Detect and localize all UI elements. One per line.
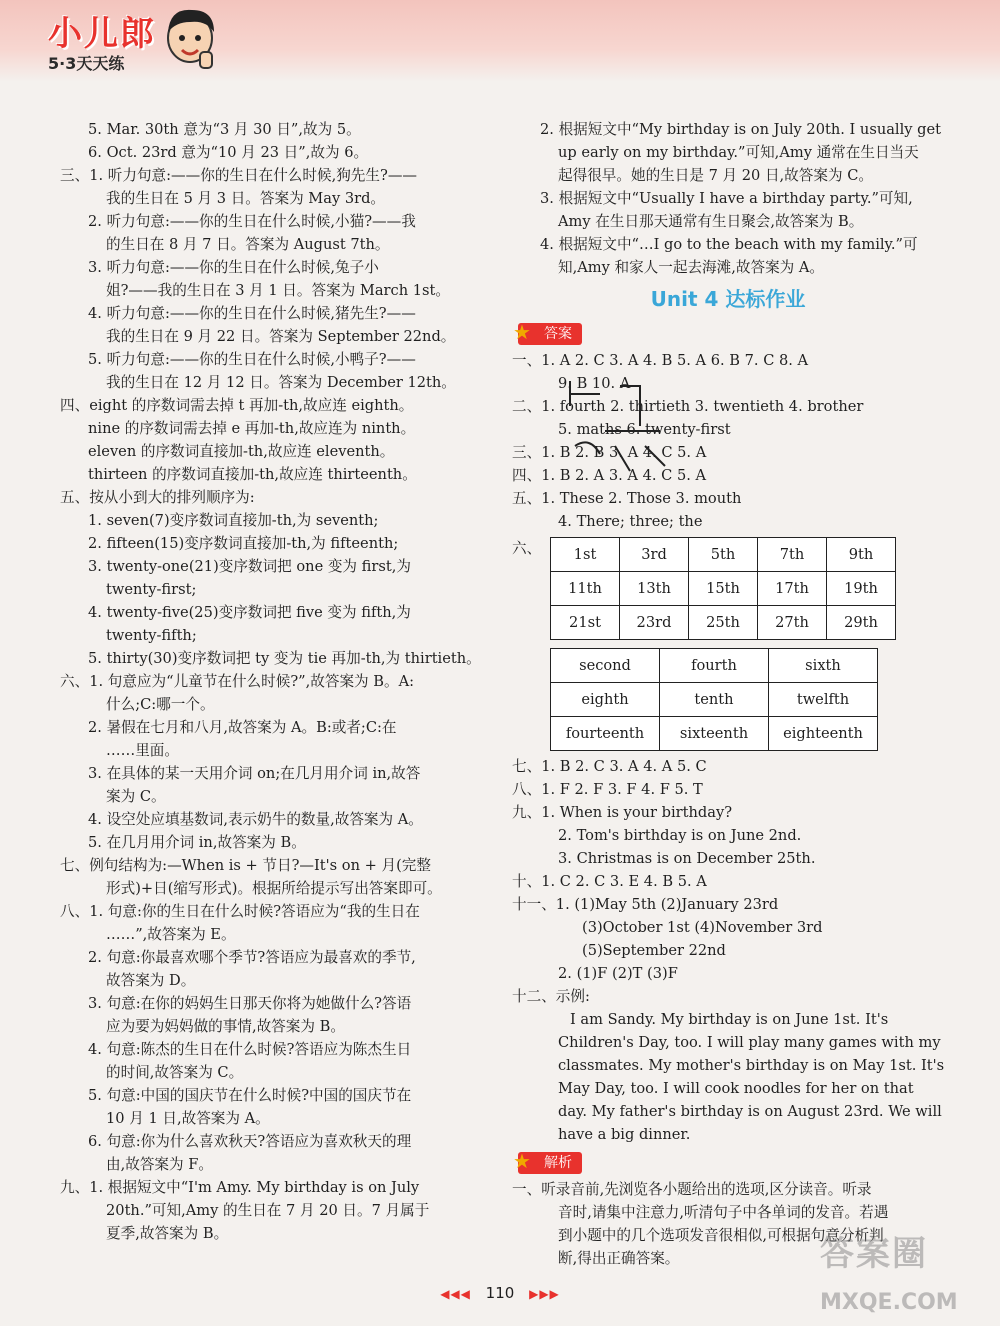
- answers-block-b: [512, 755, 944, 1146]
- text-line: 3. 在具体的某一天用介词 on;在几月用介词 in,故答: [88, 765, 421, 782]
- text-line: up early on my birthday.”可知,Amy 通常在生日当天: [558, 144, 919, 161]
- table-cell: 27th: [758, 606, 827, 640]
- text-line: twenty-fifth;: [106, 627, 197, 644]
- table-section: [512, 537, 944, 751]
- text-line: 九、1. 根据短文中“I'm Amy. My birthday is on July: [60, 1179, 420, 1196]
- table-cell: sixteenth: [660, 717, 769, 751]
- text-line: 七、例句结构为:—When is + 节日?—It's on + 月(完整: [60, 857, 431, 874]
- right-column: [512, 118, 944, 1270]
- table-cell: 19th: [827, 572, 896, 606]
- text-line: 2. 句意:你最喜欢哪个季节?答语应为最喜欢的季节,: [88, 949, 416, 966]
- brand-logo: [48, 6, 156, 74]
- text-line: 4. 句意:陈杰的生日在什么时候?答语应为陈杰生日: [88, 1041, 412, 1058]
- table-cell: 3rd: [620, 538, 689, 572]
- table-cell: 23rd: [620, 606, 689, 640]
- text-line: 二、1. fourth 2. thirtieth 3. twentieth 4. brother: [512, 398, 864, 415]
- text-line: 四、1. B 2. A 3. A 4. C 5. A: [512, 467, 707, 484]
- text-line: have a big dinner.: [558, 1126, 691, 1143]
- text-line: 知,Amy 和家人一起去海滩,故答案为 A。: [558, 259, 825, 276]
- table-cell: 17th: [758, 572, 827, 606]
- text-line: 什么;C:哪一个。: [106, 696, 215, 713]
- text-line: (3)October 1st (4)November 3rd: [582, 919, 823, 936]
- table-cell: tenth: [660, 683, 769, 717]
- text-line: 5. 听力句意:——你的生日在什么时候,小鸭子?——: [88, 351, 416, 368]
- text-line: 十一、1. (1)May 5th (2)January 23rd: [512, 896, 779, 913]
- text-line: twenty-first;: [106, 581, 197, 598]
- text-line: 5. Mar. 30th 意为“3 月 30 日”,故为 5。: [88, 121, 361, 138]
- handwriting-scribble: [560, 376, 680, 476]
- text-line: eleven 的序数词直接加-th,故应连 eleventh。: [88, 443, 395, 460]
- text-line: 5. 句意:中国的国庆节在什么时候?中国的国庆节在: [88, 1087, 412, 1104]
- text-line: May Day, too. I will cook noodles for her on that: [558, 1080, 914, 1097]
- table-cell: 7th: [758, 538, 827, 572]
- table-cell: 11th: [551, 572, 620, 606]
- text-line: 3. 根据短文中“Usually I have a birthday party.”可知,: [540, 190, 913, 207]
- table-row: [551, 572, 896, 606]
- table-row: [551, 649, 878, 683]
- text-line: 一、1. A 2. C 3. A 4. B 5. A 6. B 7. C 8. A: [512, 352, 809, 369]
- analysis-tag: [513, 1149, 944, 1176]
- text-line: 10 月 1 日,故答案为 A。: [106, 1110, 270, 1127]
- table-cell: 29th: [827, 606, 896, 640]
- text-line: 2. fifteen(15)变序数词直接加-th,为 fifteenth;: [88, 535, 399, 552]
- text-line: 我的生日在 5 月 3 日。答案为 May 3rd。: [106, 190, 386, 207]
- ordinal-table-odd: [550, 537, 896, 640]
- right-arrows-icon: ▶▶▶: [529, 1287, 560, 1301]
- text-line: 由,故答案为 F。: [106, 1156, 213, 1173]
- text-line: 3. twenty-one(21)变序数词把 one 变为 first,为: [88, 558, 411, 575]
- table-cell: 15th: [689, 572, 758, 606]
- left-arrows-icon: ◀◀◀: [440, 1287, 471, 1301]
- text-line: 5. maths 6. twenty-first: [558, 421, 731, 438]
- text-line: 断,得出正确答案。: [558, 1250, 680, 1267]
- star-icon: ★: [513, 1149, 531, 1173]
- table-cell: second: [551, 649, 660, 683]
- text-line: 音时,请集中注意力,听清句子中各单词的发音。若遇: [558, 1204, 889, 1221]
- text-line: 9. B 10. A: [558, 375, 631, 392]
- logo-title: 小儿郎: [48, 14, 156, 54]
- text-line: 20th.”可知,Amy 的生日在 7 月 20 日。7 月属于: [106, 1202, 430, 1219]
- text-line: 4. 听力句意:——你的生日在什么时候,猪先生?——: [88, 305, 416, 322]
- table-label: 六、: [512, 540, 542, 557]
- text-line: 5. 在几月用介词 in,故答案为 B。: [88, 834, 306, 851]
- text-line: 2. 暑假在七月和八月,故答案为 A。B:或者;C:在: [88, 719, 397, 736]
- text-line: 我的生日在 9 月 22 日。答案为 September 22nd。: [106, 328, 456, 345]
- logo-subtitle: 5·3天天练: [48, 54, 125, 73]
- table-cell: 5th: [689, 538, 758, 572]
- table-cell: 13th: [620, 572, 689, 606]
- text-line: 十二、示例:: [512, 988, 590, 1005]
- text-line: 2. (1)F (2)T (3)F: [558, 965, 678, 982]
- star-icon: ★: [513, 320, 531, 344]
- text-line: nine 的序数词需去掉 e 再加-th,故应连为 ninth。: [88, 420, 416, 437]
- text-line: day. My father's birthday is on August 23rd. We will: [558, 1103, 942, 1120]
- table-row: [551, 683, 878, 717]
- text-line: 十、1. C 2. C 3. E 4. B 5. A: [512, 873, 707, 890]
- text-line: 九、1. When is your birthday?: [512, 804, 733, 821]
- answer-tag: [513, 320, 944, 347]
- table-row: [551, 538, 896, 572]
- text-line: 3. 句意:在你的妈妈生日那天你将为她做什么?答语: [88, 995, 412, 1012]
- text-line: 八、1. 句意:你的生日在什么时候?答语应为“我的生日在: [60, 903, 420, 920]
- text-line: 七、1. B 2. C 3. A 4. A 5. C: [512, 758, 707, 775]
- analysis-tag-label: 解析: [544, 1155, 572, 1171]
- ordinal-table-even: [550, 648, 878, 751]
- text-line: 六、1. 句意应为“儿童节在什么时候?”,故答案为 B。A:: [60, 673, 415, 690]
- text-line: I am Sandy. My birthday is on June 1st. It's: [570, 1011, 889, 1028]
- text-line: 的生日在 8 月 7 日。答案为 August 7th。: [106, 236, 390, 253]
- table-cell: 21st: [551, 606, 620, 640]
- text-line: 五、1. These 2. Those 3. mouth: [512, 490, 742, 507]
- text-line: 6. 句意:你为什么喜欢秋天?答语应为喜欢秋天的理: [88, 1133, 412, 1150]
- text-line: 形式)+日(缩写形式)。根据所给提示写出答案即可。: [106, 880, 442, 897]
- table-cell: 1st: [551, 538, 620, 572]
- table-cell: 9th: [827, 538, 896, 572]
- text-line: 三、1. B 2. B 3. A 4. C 5. A: [512, 444, 707, 461]
- table-cell: 25th: [689, 606, 758, 640]
- text-line: classmates. My mother's birthday is on May 1st. It's: [558, 1057, 945, 1074]
- text-line: 4. There; three; the: [558, 513, 703, 530]
- text-line: 4. 根据短文中“…I go to the beach with my family.”可: [540, 236, 918, 253]
- text-line: 应为要为妈妈做的事情,故答案为 B。: [106, 1018, 345, 1035]
- unit-title: Unit 4 达标作业: [650, 287, 806, 311]
- text-line: 1. seven(7)变序数词直接加-th,为 seventh;: [88, 512, 379, 529]
- text-line: 一、听录音前,先浏览各小题给出的选项,区分读音。听录: [512, 1181, 872, 1198]
- text-line: 2. Tom's birthday is on June 2nd.: [558, 827, 802, 844]
- text-line: 故答案为 D。: [106, 972, 196, 989]
- text-line: Children's Day, too. I will play many games with my: [558, 1034, 941, 1051]
- text-line: 3. Christmas is on December 25th.: [558, 850, 816, 867]
- left-column: [60, 118, 490, 1245]
- text-line: 3. 听力句意:——你的生日在什么时候,兔子小: [88, 259, 379, 276]
- cartoon-boy-icon: [160, 4, 222, 78]
- text-line: (5)September 22nd: [582, 942, 726, 959]
- text-line: 夏季,故答案为 B。: [106, 1225, 229, 1242]
- text-line: 6. Oct. 23rd 意为“10 月 23 日”,故为 6。: [88, 144, 369, 161]
- answer-tag-label: 答案: [544, 326, 572, 342]
- text-line: 4. twenty-five(25)变序数词把 five 变为 fifth,为: [88, 604, 411, 621]
- text-line: 案为 C。: [106, 788, 166, 805]
- text-line: 的时间,故答案为 C。: [106, 1064, 244, 1081]
- text-line: 五、按从小到大的排列顺序为:: [60, 489, 255, 506]
- text-line: 三、1. 听力句意:——你的生日在什么时候,狗先生?——: [60, 167, 418, 184]
- text-line: ……里面。: [106, 742, 179, 759]
- text-line: 姐?——我的生日在 3 月 1 日。答案为 March 1st。: [106, 282, 450, 299]
- text-line: 2. 根据短文中“My birthday is on July 20th. I usually get: [540, 121, 941, 138]
- table-cell: eighth: [551, 683, 660, 717]
- watermark-url: MXQE.COM: [820, 1290, 958, 1315]
- watermark: 答案圈: [820, 1234, 928, 1274]
- text-line: ……”,故答案为 E。: [106, 926, 236, 943]
- table-cell: fourth: [660, 649, 769, 683]
- table-row: [551, 606, 896, 640]
- text-line: 4. 设空处应填基数词,表示奶牛的数量,故答案为 A。: [88, 811, 423, 828]
- page-number: ◀◀◀ 110 ▶▶▶: [440, 1284, 560, 1302]
- text-line: 到小题中的几个选项发音很相似,可根据句意分析判: [558, 1227, 884, 1244]
- table-cell: eighteenth: [769, 717, 878, 751]
- table-cell: fourteenth: [551, 717, 660, 751]
- table-cell: sixth: [769, 649, 878, 683]
- text-line: 起得很早。她的生日是 7 月 20 日,故答案为 C。: [558, 167, 873, 184]
- right-top-block: [512, 118, 944, 279]
- text-line: thirteen 的序数词直接加-th,故应连 thirteenth。: [88, 466, 417, 483]
- table-row: [551, 717, 878, 751]
- text-line: 我的生日在 12 月 12 日。答案为 December 12th。: [106, 374, 456, 391]
- text-line: 四、eight 的序数词需去掉 t 再加-th,故应连 eighth。: [60, 397, 414, 414]
- text-line: 2. 听力句意:——你的生日在什么时候,小猫?——我: [88, 213, 416, 230]
- table-cell: twelfth: [769, 683, 878, 717]
- text-line: 5. thirty(30)变序数词把 ty 变为 tie 再加-th,为 thirtieth。: [88, 650, 481, 667]
- text-line: 八、1. F 2. F 3. F 4. F 5. T: [512, 781, 703, 798]
- text-line: Amy 在生日那天通常有生日聚会,故答案为 B。: [558, 213, 864, 230]
